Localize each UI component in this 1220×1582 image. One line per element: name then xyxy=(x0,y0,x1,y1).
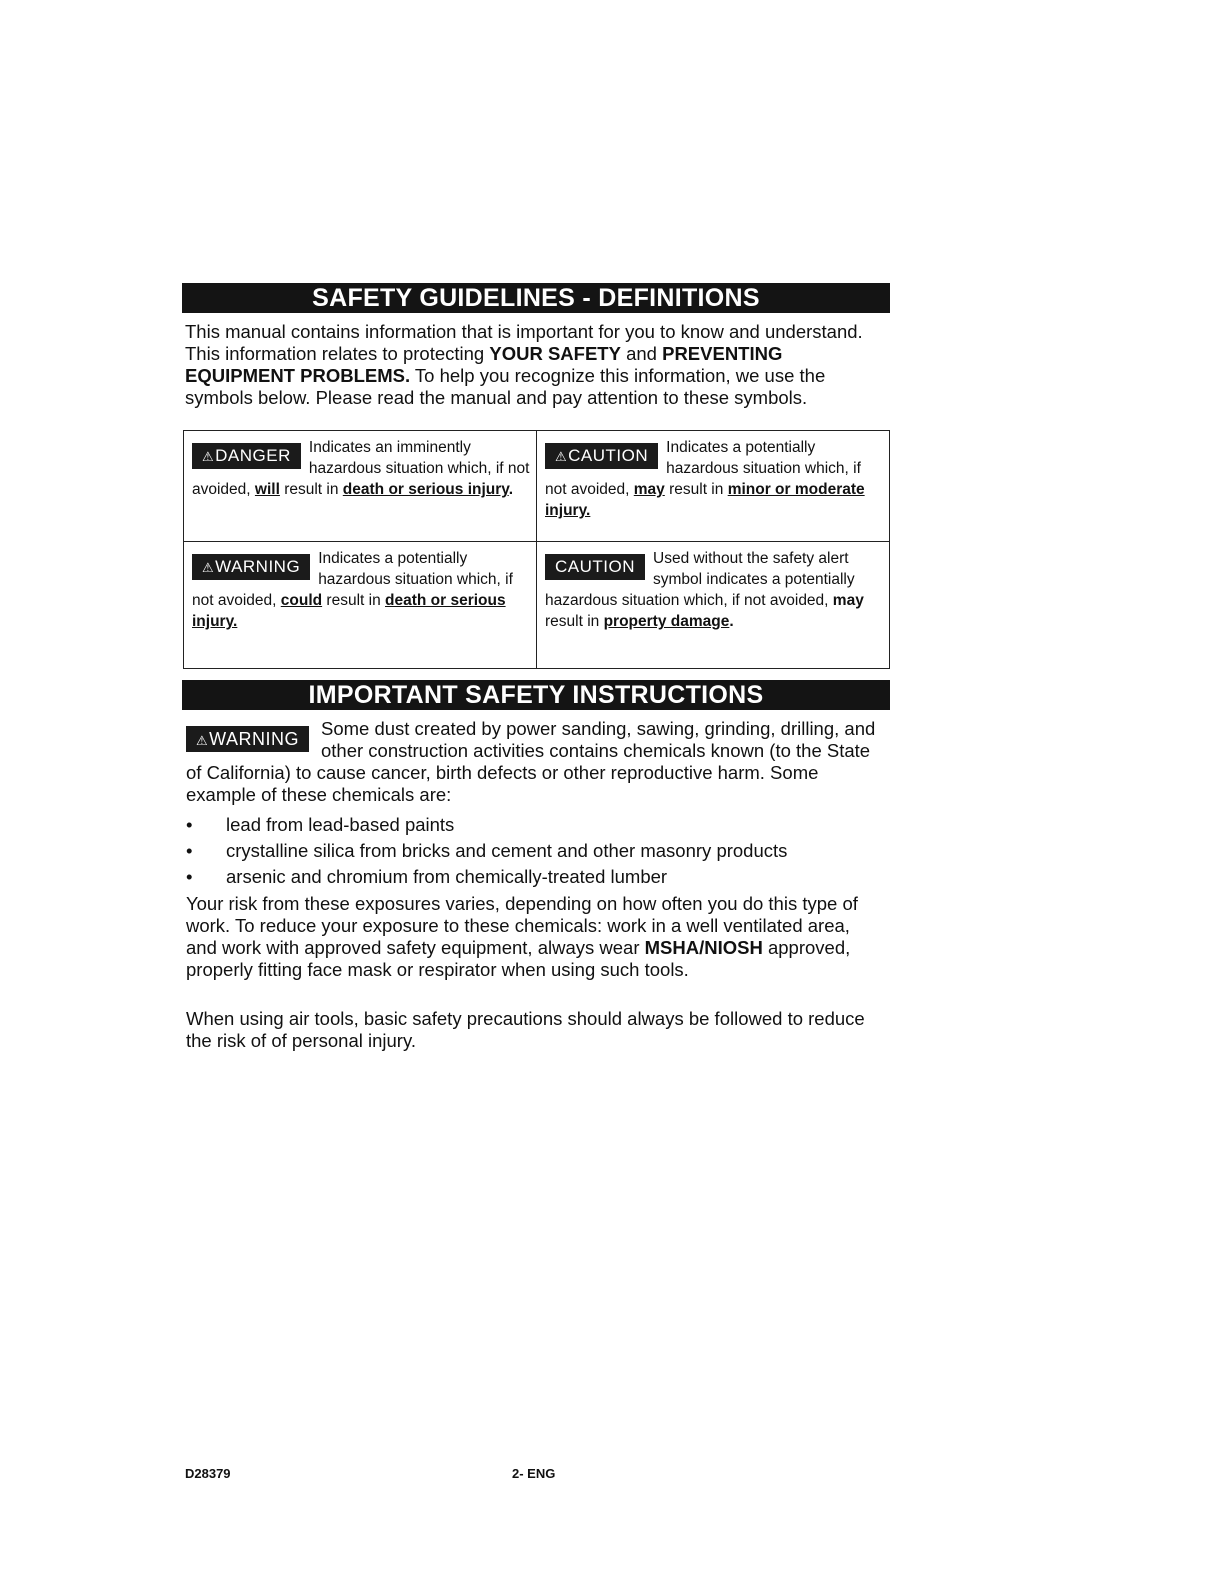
caution-period: . xyxy=(729,613,734,630)
exposure-text-2: approved, properly fitting face mask or respirator when using such tools. xyxy=(186,937,851,980)
caution-alert-text-1: Indicates a potentially hazardous situation which, if not avoided, xyxy=(545,439,861,498)
caution-label: CAUTION xyxy=(555,557,635,576)
important-safety-instructions-heading: IMPORTANT SAFETY INSTRUCTIONS xyxy=(182,680,890,710)
california-warning-block xyxy=(186,718,876,806)
warning-signal-word xyxy=(192,554,310,580)
warning-label: WARNING xyxy=(209,729,299,749)
alert-triangle-icon: ⚠ xyxy=(555,449,568,464)
danger-text-1: Indicates an imminently hazardous situation which, if not avoided, xyxy=(192,439,530,498)
danger-text-2: result in xyxy=(279,481,343,498)
warning-signal-word xyxy=(186,726,309,752)
msha-niosh: MSHA/NIOSH xyxy=(644,937,763,958)
safety-guidelines-heading: SAFETY GUIDELINES - DEFINITIONS xyxy=(182,283,890,313)
caution-alert-minor-injury: minor or moderate injury. xyxy=(545,481,865,519)
alert-triangle-icon: ⚠ xyxy=(202,560,215,575)
california-warning-text: Some dust created by power sanding, sawing, grinding, drilling, and other construction activities contains chemicals known (to the State of California) to cause cancer, birth defects or other reproductive harm. Some example of these chemicals are: xyxy=(186,718,876,805)
alert-triangle-icon: ⚠ xyxy=(196,733,209,748)
danger-label: DANGER xyxy=(215,446,291,465)
caution-may: may xyxy=(832,592,864,609)
intro-bold-your-safety: YOUR SAFETY xyxy=(489,343,621,364)
exposure-text-1: Your risk from these exposures varies, depending on how often you do this type of work. To reduce your exposure to these chemicals: work in a well ventilated area, and work with approved safety equipment, always wear xyxy=(186,893,858,958)
caution-signal-word xyxy=(545,554,645,580)
list-item: • arsenic and chromium from chemically-treated lumber xyxy=(186,864,787,890)
danger-will: will xyxy=(254,481,280,498)
air-tools-paragraph: When using air tools, basic safety precautions should always be followed to reduce the risk of of personal injury. xyxy=(186,1008,865,1051)
danger-period: . xyxy=(508,481,514,498)
list-item: • lead from lead-based paints xyxy=(186,812,787,838)
danger-signal-word xyxy=(192,443,301,469)
caution-alert-text-2: result in xyxy=(664,481,728,498)
caution-text-2: result in xyxy=(545,613,604,630)
signal-word-definitions-table xyxy=(183,430,890,669)
chemicals-list xyxy=(186,812,787,890)
caution-alert-signal-word xyxy=(545,443,658,469)
warning-death-injury: death or serious injury. xyxy=(192,592,506,630)
intro-text-3: To help you recognize this information, we use the symbols below. Please read the manual and pay attention to these symbols. xyxy=(185,365,826,408)
warning-text-1: Indicates a potentially hazardous situation which, if not avoided, xyxy=(192,550,513,609)
warning-definition-cell xyxy=(184,542,537,669)
caution-text-1: Used without the safety alert symbol indicates a potentially hazardous situation which, if not avoided, xyxy=(545,550,855,609)
caution-alert-may: may xyxy=(633,481,665,498)
intro-text-2: and xyxy=(620,343,663,364)
document-number: D28379 xyxy=(185,1466,231,1481)
warning-could: could xyxy=(280,592,323,609)
warning-text-2: result in xyxy=(322,592,385,609)
page-number: 2- ENG xyxy=(512,1466,556,1481)
caution-alert-label: CAUTION xyxy=(568,446,649,465)
caution-alert-definition-cell xyxy=(537,431,890,542)
warning-label: WARNING xyxy=(215,557,301,576)
alert-triangle-icon: ⚠ xyxy=(202,449,215,464)
list-item: • crystalline silica from bricks and cement and other masonry products xyxy=(186,838,787,864)
danger-death-injury: death or serious injury xyxy=(342,481,509,498)
exposure-paragraph xyxy=(186,893,876,981)
intro-bold-preventing: PREVENTING EQUIPMENT PROBLEMS. xyxy=(185,343,783,386)
danger-definition-cell xyxy=(184,431,537,542)
intro-paragraph xyxy=(185,321,885,409)
caution-definition-cell xyxy=(537,542,890,669)
caution-property-damage: property damage xyxy=(603,613,730,630)
intro-text-1: This manual contains information that is important for you to know and understand. This information relates to protecting xyxy=(185,321,863,364)
